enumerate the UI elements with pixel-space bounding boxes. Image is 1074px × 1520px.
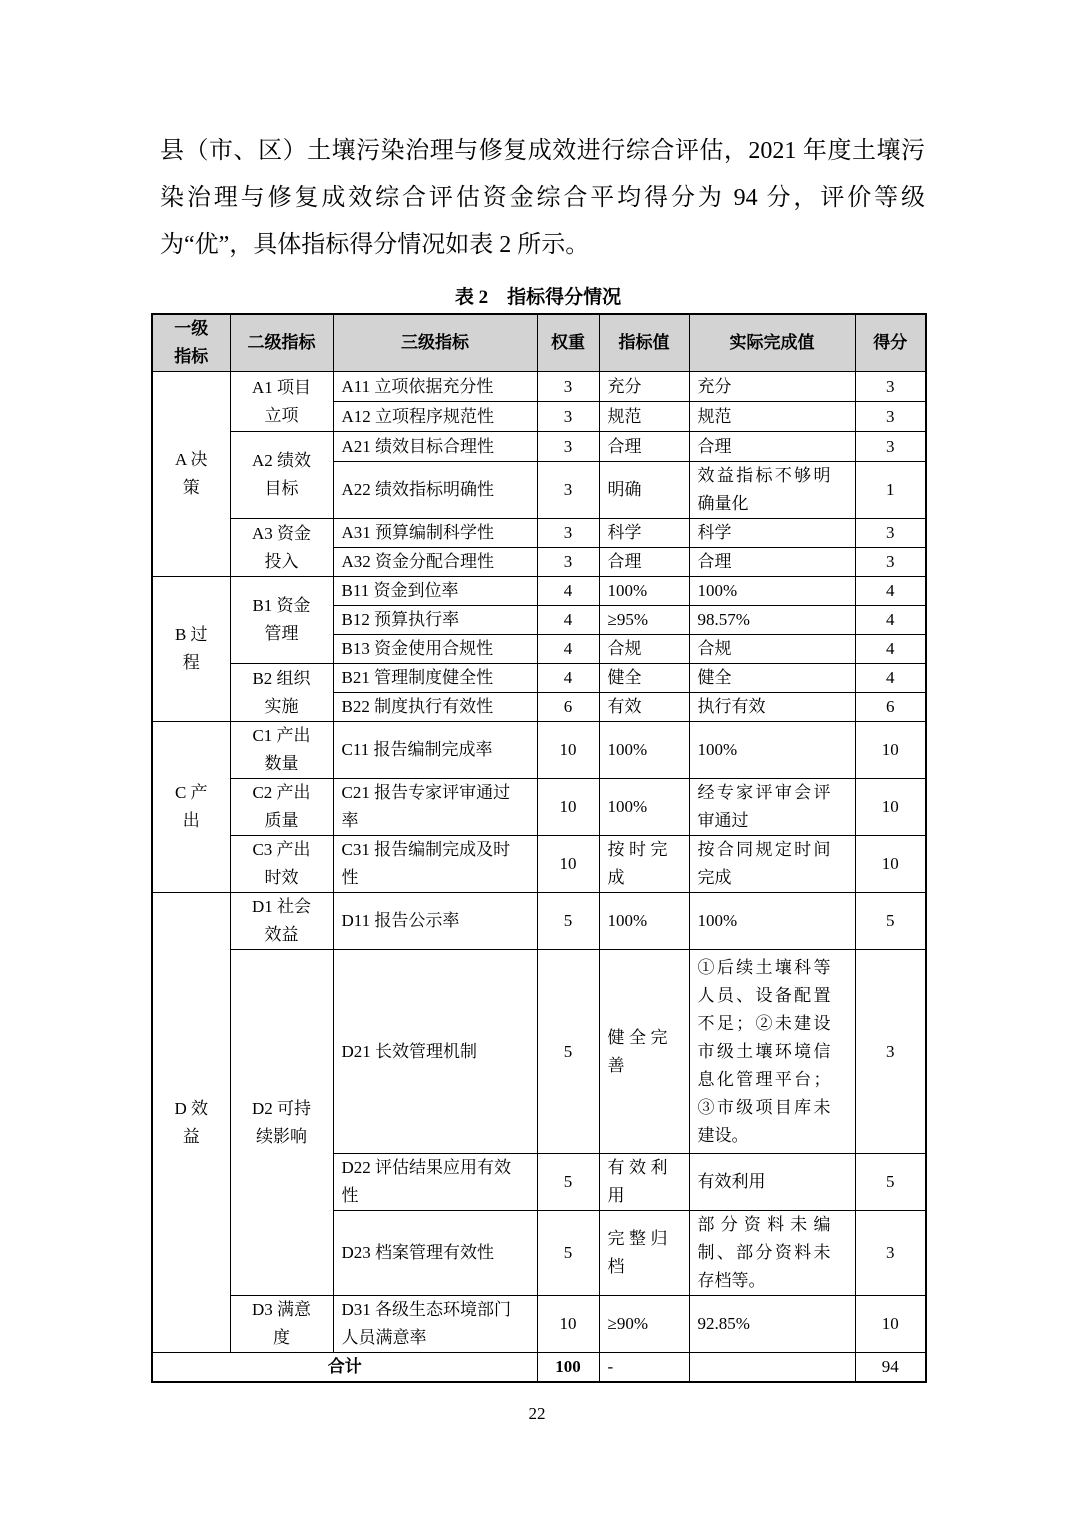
table-cell: 科学: [599, 519, 689, 548]
table-cell: 完整归档: [599, 1211, 689, 1296]
level1-indicator: D 效益: [152, 893, 230, 1353]
header-row: [152, 314, 926, 372]
table-row: [152, 836, 926, 893]
table-cell: 3: [855, 519, 926, 548]
table-cell: 100%: [689, 577, 855, 606]
table-cell: B12 预算执行率: [333, 606, 537, 635]
table-cell: 合规: [689, 635, 855, 664]
table-cell: 3: [537, 519, 599, 548]
table-row: [152, 893, 926, 950]
table-cell: 3: [537, 372, 599, 402]
table-row: [152, 722, 926, 779]
total-weight: 100: [537, 1353, 599, 1383]
table-cell: 3: [855, 372, 926, 402]
level2-indicator: D2 可持续影响: [230, 950, 333, 1296]
column-header: 一级指标: [152, 314, 230, 372]
table-cell: 92.85%: [689, 1296, 855, 1353]
table-cell: 4: [855, 577, 926, 606]
table-cell: 4: [537, 577, 599, 606]
column-header: 实际完成值: [689, 314, 855, 372]
level2-indicator: B1 资金管理: [230, 577, 333, 664]
level1-indicator: B 过程: [152, 577, 230, 722]
table-cell: 有效利用: [599, 1154, 689, 1211]
table-cell: 10: [855, 836, 926, 893]
table-cell: 明确: [599, 462, 689, 519]
column-header: 权重: [537, 314, 599, 372]
table-cell: 健全: [689, 664, 855, 693]
table-cell: ≥90%: [599, 1296, 689, 1353]
total-indicator-value: -: [599, 1353, 689, 1383]
table-cell: A32 资金分配合理性: [333, 548, 537, 577]
level2-indicator: B2 组织实施: [230, 664, 333, 722]
table-cell: 10: [855, 1296, 926, 1353]
level2-indicator: A2 绩效目标: [230, 432, 333, 519]
table-cell: D22 评估结果应用有效性: [333, 1154, 537, 1211]
table-cell: 3: [855, 402, 926, 432]
table-cell: B13 资金使用合规性: [333, 635, 537, 664]
table-cell: A12 立项程序规范性: [333, 402, 537, 432]
table-cell: ≥95%: [599, 606, 689, 635]
table-cell: 规范: [599, 402, 689, 432]
table-cell: 5: [855, 1154, 926, 1211]
table-cell: 4: [855, 635, 926, 664]
table-cell: 合理: [599, 548, 689, 577]
table-cell: 3: [855, 950, 926, 1154]
total-score: 94: [855, 1353, 926, 1383]
table-cell: B11 资金到位率: [333, 577, 537, 606]
table-row: [152, 519, 926, 548]
table-cell: 科学: [689, 519, 855, 548]
table-cell: A31 预算编制科学性: [333, 519, 537, 548]
table-cell: 规范: [689, 402, 855, 432]
column-header: 指标值: [599, 314, 689, 372]
table-cell: B22 制度执行有效性: [333, 693, 537, 722]
table-cell: 5: [855, 893, 926, 950]
level2-indicator: A3 资金投入: [230, 519, 333, 577]
table-cell: D21 长效管理机制: [333, 950, 537, 1154]
table-cell: 合理: [689, 548, 855, 577]
level2-indicator: D1 社会效益: [230, 893, 333, 950]
score-table: [151, 313, 927, 1383]
table-cell: ①后续土壤科等人员、设备配置不足；②未建设市级土壤环境信息化管理平台；③市级项目库未建设。: [689, 950, 855, 1154]
table-cell: 4: [537, 664, 599, 693]
table-cell: C21 报告专家评审通过率: [333, 779, 537, 836]
table-cell: 有效: [599, 693, 689, 722]
table-row: [152, 950, 926, 1154]
table-cell: 3: [855, 1211, 926, 1296]
table-cell: 3: [537, 402, 599, 432]
table-row: [152, 1353, 926, 1383]
level2-indicator: C1 产出数量: [230, 722, 333, 779]
table-row: [152, 372, 926, 402]
table-cell: 5: [537, 1211, 599, 1296]
column-header: 三级指标: [333, 314, 537, 372]
level1-indicator: C 产出: [152, 722, 230, 893]
table-cell: 合理: [689, 432, 855, 462]
total-actual-value: [689, 1353, 855, 1383]
table-cell: 5: [537, 950, 599, 1154]
table-row: [152, 664, 926, 693]
table-cell: 10: [855, 779, 926, 836]
table-cell: 按合同规定时间完成: [689, 836, 855, 893]
table-cell: 充分: [599, 372, 689, 402]
table-cell: 100%: [599, 577, 689, 606]
table-cell: 健全: [599, 664, 689, 693]
table-cell: 100%: [689, 893, 855, 950]
table-cell: 100%: [599, 722, 689, 779]
table-cell: 部分资料未编制、部分资料未存档等。: [689, 1211, 855, 1296]
table-cell: 4: [855, 606, 926, 635]
column-header: 得分: [855, 314, 926, 372]
table-cell: 执行有效: [689, 693, 855, 722]
total-label: 合计: [152, 1353, 537, 1383]
table-cell: 6: [537, 693, 599, 722]
table-cell: 效益指标不够明确量化: [689, 462, 855, 519]
table-cell: 合理: [599, 432, 689, 462]
table-cell: 按时完成: [599, 836, 689, 893]
table-title: 表 2 指标得分情况: [454, 287, 622, 308]
table-cell: 合规: [599, 635, 689, 664]
table-cell: 98.57%: [689, 606, 855, 635]
table-cell: 10: [537, 722, 599, 779]
table-cell: 3: [855, 432, 926, 462]
level2-indicator: C3 产出时效: [230, 836, 333, 893]
table-cell: 3: [537, 432, 599, 462]
table-cell: B21 管理制度健全性: [333, 664, 537, 693]
table-row: [152, 432, 926, 462]
table-cell: D11 报告公示率: [333, 893, 537, 950]
table-cell: 经专家评审会评审通过: [689, 779, 855, 836]
table-cell: 充分: [689, 372, 855, 402]
table-cell: 3: [537, 548, 599, 577]
table-row: [152, 779, 926, 836]
table-cell: 6: [855, 693, 926, 722]
table-cell: 100%: [689, 722, 855, 779]
table-cell: 10: [537, 836, 599, 893]
table-cell: 4: [537, 635, 599, 664]
table-cell: 10: [537, 1296, 599, 1353]
table-cell: 10: [855, 722, 926, 779]
table-cell: 4: [855, 664, 926, 693]
level2-indicator: D3 满意度: [230, 1296, 333, 1353]
table-cell: A22 绩效指标明确性: [333, 462, 537, 519]
table-cell: 3: [855, 548, 926, 577]
table-cell: 100%: [599, 779, 689, 836]
table-cell: C11 报告编制完成率: [333, 722, 537, 779]
table-cell: D23 档案管理有效性: [333, 1211, 537, 1296]
table-row: [152, 577, 926, 606]
table-cell: 5: [537, 893, 599, 950]
table-row: [152, 1296, 926, 1353]
table-cell: D31 各级生态环境部门人员满意率: [333, 1296, 537, 1353]
table-cell: 5: [537, 1154, 599, 1211]
table-cell: 4: [537, 606, 599, 635]
table-cell: 10: [537, 779, 599, 836]
level1-indicator: A 决策: [152, 372, 230, 577]
level2-indicator: C2 产出质量: [230, 779, 333, 836]
table-cell: 1: [855, 462, 926, 519]
column-header: 二级指标: [230, 314, 333, 372]
table-cell: 有效利用: [689, 1154, 855, 1211]
table-cell: C31 报告编制完成及时性: [333, 836, 537, 893]
level2-indicator: A1 项目立项: [230, 372, 333, 432]
table-cell: 健全完善: [599, 950, 689, 1154]
page-number: 22: [528, 1404, 546, 1423]
table-cell: A11 立项依据充分性: [333, 372, 537, 402]
score-table-body: [152, 314, 926, 1382]
table-cell: 100%: [599, 893, 689, 950]
table-cell: 3: [537, 462, 599, 519]
body-paragraph: 县（市、区）土壤污染治理与修复成效进行综合评估，2021 年度土壤污染治理与修复成效综合评估资金综合平均得分为 94 分，评价等级为“优”，具体指标得分情况如表 2 所示。: [160, 138, 925, 258]
table-cell: A21 绩效目标合理性: [333, 432, 537, 462]
